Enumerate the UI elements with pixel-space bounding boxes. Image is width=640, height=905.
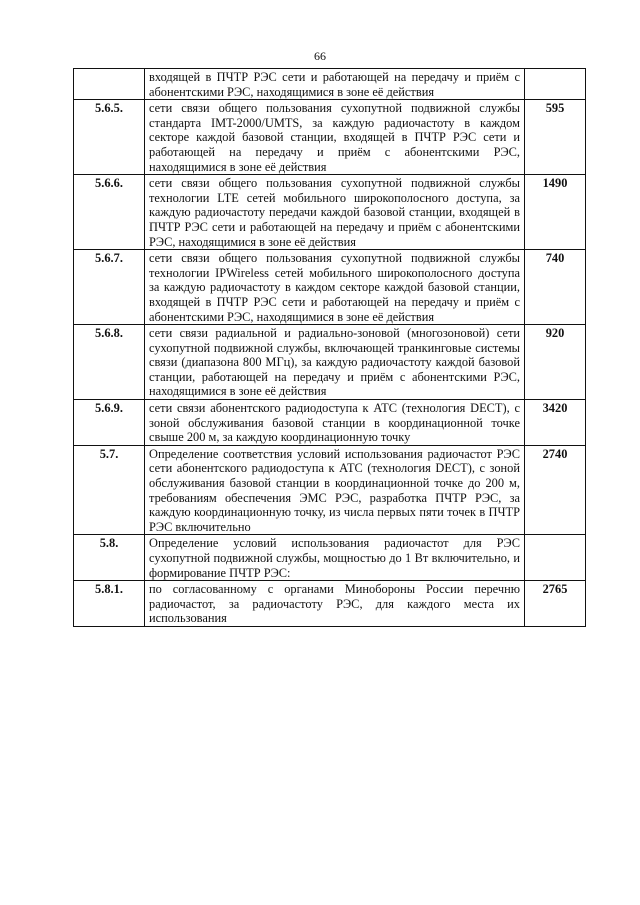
row-description: сети связи общего пользования сухопутной подвижной службы технологии LTE сетей мобильного широкополосного доступа, за каждую радиочастоту передачи каждой базовой станции, входящей в ПЧТР РЭС сети и работающей на передачу и приём с абонентскими РЭС, находящимися в зоне её действия — [145, 175, 525, 250]
table-row — [74, 325, 586, 400]
row-number: 5.6.5. — [74, 100, 145, 175]
row-number — [74, 69, 145, 100]
table-row — [74, 535, 586, 581]
row-description: Определение соответствия условий использования радиочастот РЭС сети абонентского радиодоступа к АТС (технология DECT), с зоной обслуживания базовой станции в координационной точке до 200 м, требованиям обеспечения ЭМС РЭС, разработка ПЧТР РЭС, за каждую координационную точку, из числа первых пяти точек в ПЧТР РЭС включительно — [145, 445, 525, 535]
row-number: 5.8.1. — [74, 581, 145, 627]
row-number: 5.8. — [74, 535, 145, 581]
row-price — [525, 69, 586, 100]
row-price: 740 — [525, 250, 586, 325]
table-row — [74, 175, 586, 250]
row-description: сети связи радиальной и радиально-зоновой (многозоновой) сети сухопутной подвижной службы, включающей транкинговые системы связи (диапазона 800 МГц), за каждую радиочастоту каждой базовой станции, работающей на передачу и приём с абонентскими РЭС, находящимися в зоне её действия — [145, 325, 525, 400]
table-row — [74, 400, 586, 446]
row-number: 5.6.6. — [74, 175, 145, 250]
row-price: 3420 — [525, 400, 586, 446]
table-row — [74, 445, 586, 535]
table-row — [74, 581, 586, 627]
row-price: 920 — [525, 325, 586, 400]
table-row — [74, 69, 586, 100]
row-price: 595 — [525, 100, 586, 175]
row-description: сети связи абонентского радиодоступа к АТС (технология DECT), с зоной обслуживания базовой станции в координационной точке свыше 200 м, за каждую координационную точку — [145, 400, 525, 446]
row-description: по согласованному с органами Минобороны России перечню радиочастот, за радиочастоту РЭС, для каждого места их использования — [145, 581, 525, 627]
row-description: Определение условий использования радиочастот для РЭС сухопутной подвижной службы, мощностью до 1 Вт включительно, и формирование ПЧТР РЭС: — [145, 535, 525, 581]
row-price — [525, 535, 586, 581]
row-description: сети связи общего пользования сухопутной подвижной службы стандарта IMT-2000/UMTS, за каждую радиочастоту в каждом секторе каждой базовой станции, входящей в ПЧТР РЭС сети и работающей на передачу и приём с абонентскими РЭС, находящимися в зоне её действия — [145, 100, 525, 175]
row-price: 1490 — [525, 175, 586, 250]
row-price: 2765 — [525, 581, 586, 627]
row-description: входящей в ПЧТР РЭС сети и работающей на передачу и приём с абонентскими РЭС, находящимися в зоне её действия — [145, 69, 525, 100]
row-number: 5.7. — [74, 445, 145, 535]
row-number: 5.6.8. — [74, 325, 145, 400]
row-number: 5.6.9. — [74, 400, 145, 446]
table-row — [74, 100, 586, 175]
page-number: 66 — [314, 49, 326, 63]
price-table — [73, 68, 586, 627]
row-price: 2740 — [525, 445, 586, 535]
table-row — [74, 250, 586, 325]
row-description: сети связи общего пользования сухопутной подвижной службы технологии IPWireless сетей мобильного широкополосного доступа за каждую радиочастоту в каждом секторе каждой базовой станции, входящей в ПЧТР РЭС сети и работающей на передачу и приём с абонентскими РЭС, находящимися в зоне её действия — [145, 250, 525, 325]
row-number: 5.6.7. — [74, 250, 145, 325]
